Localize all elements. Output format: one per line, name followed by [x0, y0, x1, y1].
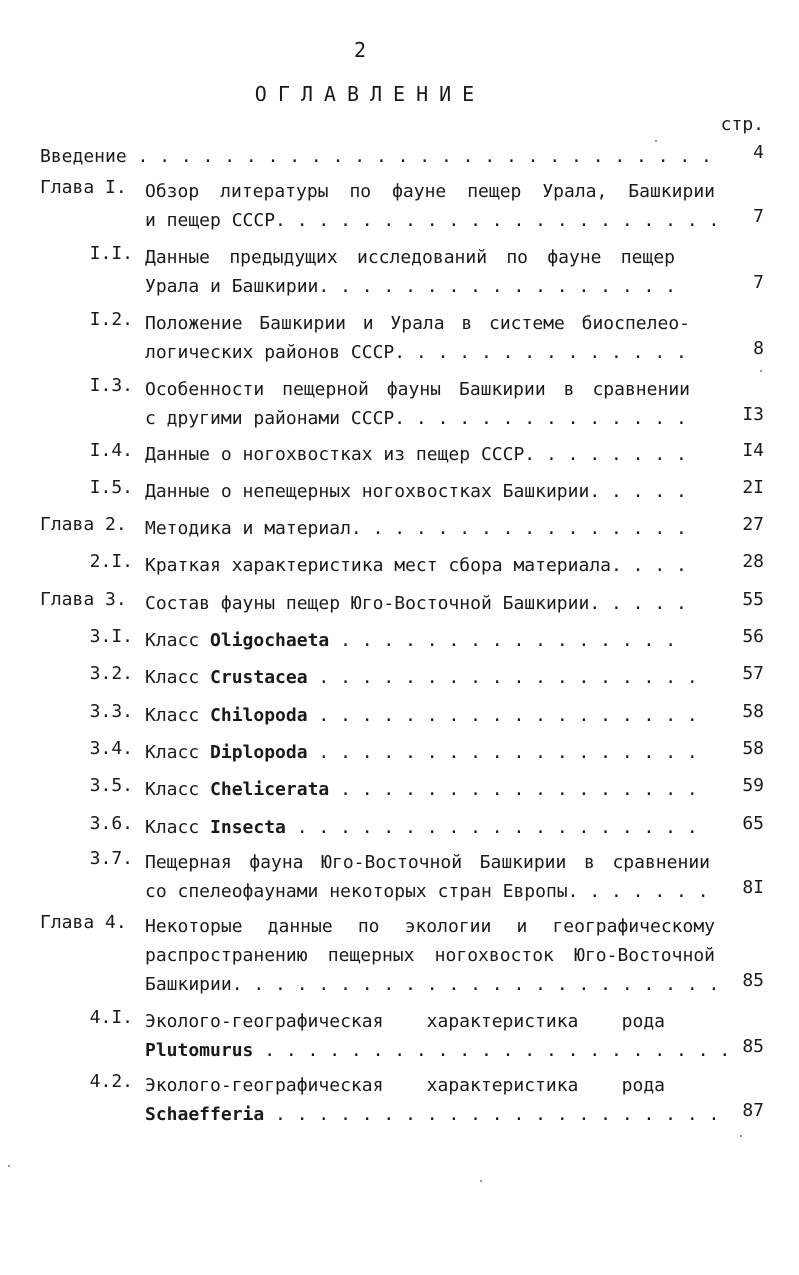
dot-leader [535, 444, 690, 465]
entry-title-cont: распространению пещерных ногохвосток Юго-Восточной [145, 945, 715, 966]
page-title: ОГЛАВЛЕНИЕ [254, 82, 486, 106]
entry-title-cont: Урала и Башкирии. [145, 276, 330, 297]
dot-leader [264, 1104, 730, 1125]
taxon-name: Plutomurus [145, 1040, 254, 1061]
dot-leader [578, 881, 710, 902]
entry-page: I3 [742, 404, 764, 425]
entry-title-cont-2: Башкирии. [145, 974, 243, 995]
section-number: 3.6. [89, 813, 133, 834]
taxon-name: Oligochaeta [210, 630, 330, 651]
entry-page: 7 [753, 206, 764, 227]
entry-page: 8I [742, 877, 764, 898]
dot-leader [243, 974, 730, 995]
entry-title: Краткая характеристика мест сбора материала. [145, 555, 622, 576]
entry-prefix: Класс [145, 667, 200, 688]
dot-leader [127, 146, 715, 167]
entry-prefix: Класс [145, 779, 200, 800]
entry-page: 58 [742, 701, 764, 722]
entry-page: 57 [742, 663, 764, 684]
section-number: I.2. [89, 309, 133, 330]
section-number: I.5. [89, 477, 133, 498]
taxon-name: Insecta [210, 817, 286, 838]
section-number: 2.I. [89, 551, 133, 572]
dot-leader [253, 1040, 730, 1061]
entry-page: 28 [742, 551, 764, 572]
chapter-number: Глава 3. [40, 589, 127, 610]
scan-speck [760, 370, 762, 372]
section-number: 3.I. [89, 626, 133, 647]
entry-page: 56 [742, 626, 764, 647]
section-number: 3.3. [89, 701, 133, 722]
section-number: I.3. [89, 375, 133, 396]
dot-leader [286, 817, 695, 838]
entry-page: 8 [753, 338, 764, 359]
chapter-number: Глава 2. [40, 514, 127, 535]
scan-speck [8, 1165, 10, 1167]
entry-page: 4 [753, 142, 764, 163]
entry-title: Положение Башкирии и Урала в системе биоспелео- [145, 313, 690, 334]
entry-page: 59 [742, 775, 764, 796]
entry-title: Эколого-географическая характеристика рода [145, 1011, 665, 1032]
dot-leader [308, 705, 695, 726]
section-number: I.4. [89, 440, 133, 461]
page-number: 2 [353, 38, 367, 62]
entry-title: Введение [40, 146, 127, 167]
section-number: I.I. [89, 243, 133, 264]
entry-title: Эколого-географическая характеристика рода [145, 1075, 665, 1096]
dot-leader [308, 742, 695, 763]
entry-title: Данные о непещерных ногохвостках Башкирии. [145, 481, 601, 502]
dot-leader [286, 210, 715, 231]
chapter-number: Глава 4. [40, 912, 127, 933]
chapter-number: Глава I. [40, 177, 127, 198]
section-number: 3.2. [89, 663, 133, 684]
taxon-name: Chelicerata [210, 779, 330, 800]
dot-leader [308, 667, 695, 688]
entry-title: Методика и материал. [145, 518, 362, 539]
dot-leader [329, 779, 695, 800]
entry-title-cont: со спелеофаунами некоторых стран Европы. [145, 881, 579, 902]
section-number: 4.I. [89, 1007, 133, 1028]
entry-page: 58 [742, 738, 764, 759]
scan-speck [480, 1180, 482, 1182]
entry-prefix: Класс [145, 705, 200, 726]
page-column-label: стр. [720, 114, 764, 135]
taxon-name: Diplopoda [210, 742, 308, 763]
dot-leader [405, 408, 690, 429]
taxon-name: Schaefferia [145, 1104, 265, 1125]
scan-speck [740, 1135, 742, 1137]
entry-title: Данные о ногохвостках из пещер СССР. [145, 444, 536, 465]
entry-page: 55 [742, 589, 764, 610]
taxon-name: Crustacea [210, 667, 308, 688]
entry-page: 7 [753, 272, 764, 293]
entry-prefix: Класс [145, 817, 200, 838]
dot-leader [362, 518, 695, 539]
entry-page: 65 [742, 813, 764, 834]
entry-page: 2I [742, 477, 764, 498]
entry-page: I4 [742, 440, 764, 461]
section-number: 3.7. [89, 848, 133, 869]
dot-leader [329, 630, 690, 651]
section-number: 4.2. [89, 1071, 133, 1092]
entry-title-cont: с другими районами СССР. [145, 408, 406, 429]
entry-page: 85 [742, 1036, 764, 1057]
dot-leader [600, 593, 695, 614]
entry-prefix: Класс [145, 630, 200, 651]
entry-title: Обзор литературы по фауне пещер Урала, Башкирии [145, 181, 715, 202]
dot-leader [329, 276, 690, 297]
taxon-name: Chilopoda [210, 705, 308, 726]
section-number: 3.5. [89, 775, 133, 796]
entry-title-cont: логических районов СССР. [145, 342, 406, 363]
entry-page: 87 [742, 1100, 764, 1121]
entry-title: Некоторые данные по экологии и географическому [145, 916, 715, 937]
entry-title: Данные предыдущих исследований по фауне пещер [145, 247, 675, 268]
section-number: 3.4. [89, 738, 133, 759]
entry-title: Состав фауны пещер Юго-Восточной Башкирии. [145, 593, 601, 614]
dot-leader [405, 342, 690, 363]
entry-page: 85 [742, 970, 764, 991]
entry-page: 27 [742, 514, 764, 535]
scan-speck [655, 140, 657, 142]
entry-title: Особенности пещерной фауны Башкирии в сравнении [145, 379, 690, 400]
dot-leader [600, 481, 695, 502]
entry-title: Пещерная фауна Юго-Восточной Башкирии в сравнении [145, 852, 710, 873]
entry-prefix: Класс [145, 742, 200, 763]
entry-title-cont: и пещер СССР. [145, 210, 286, 231]
dot-leader [622, 555, 695, 576]
